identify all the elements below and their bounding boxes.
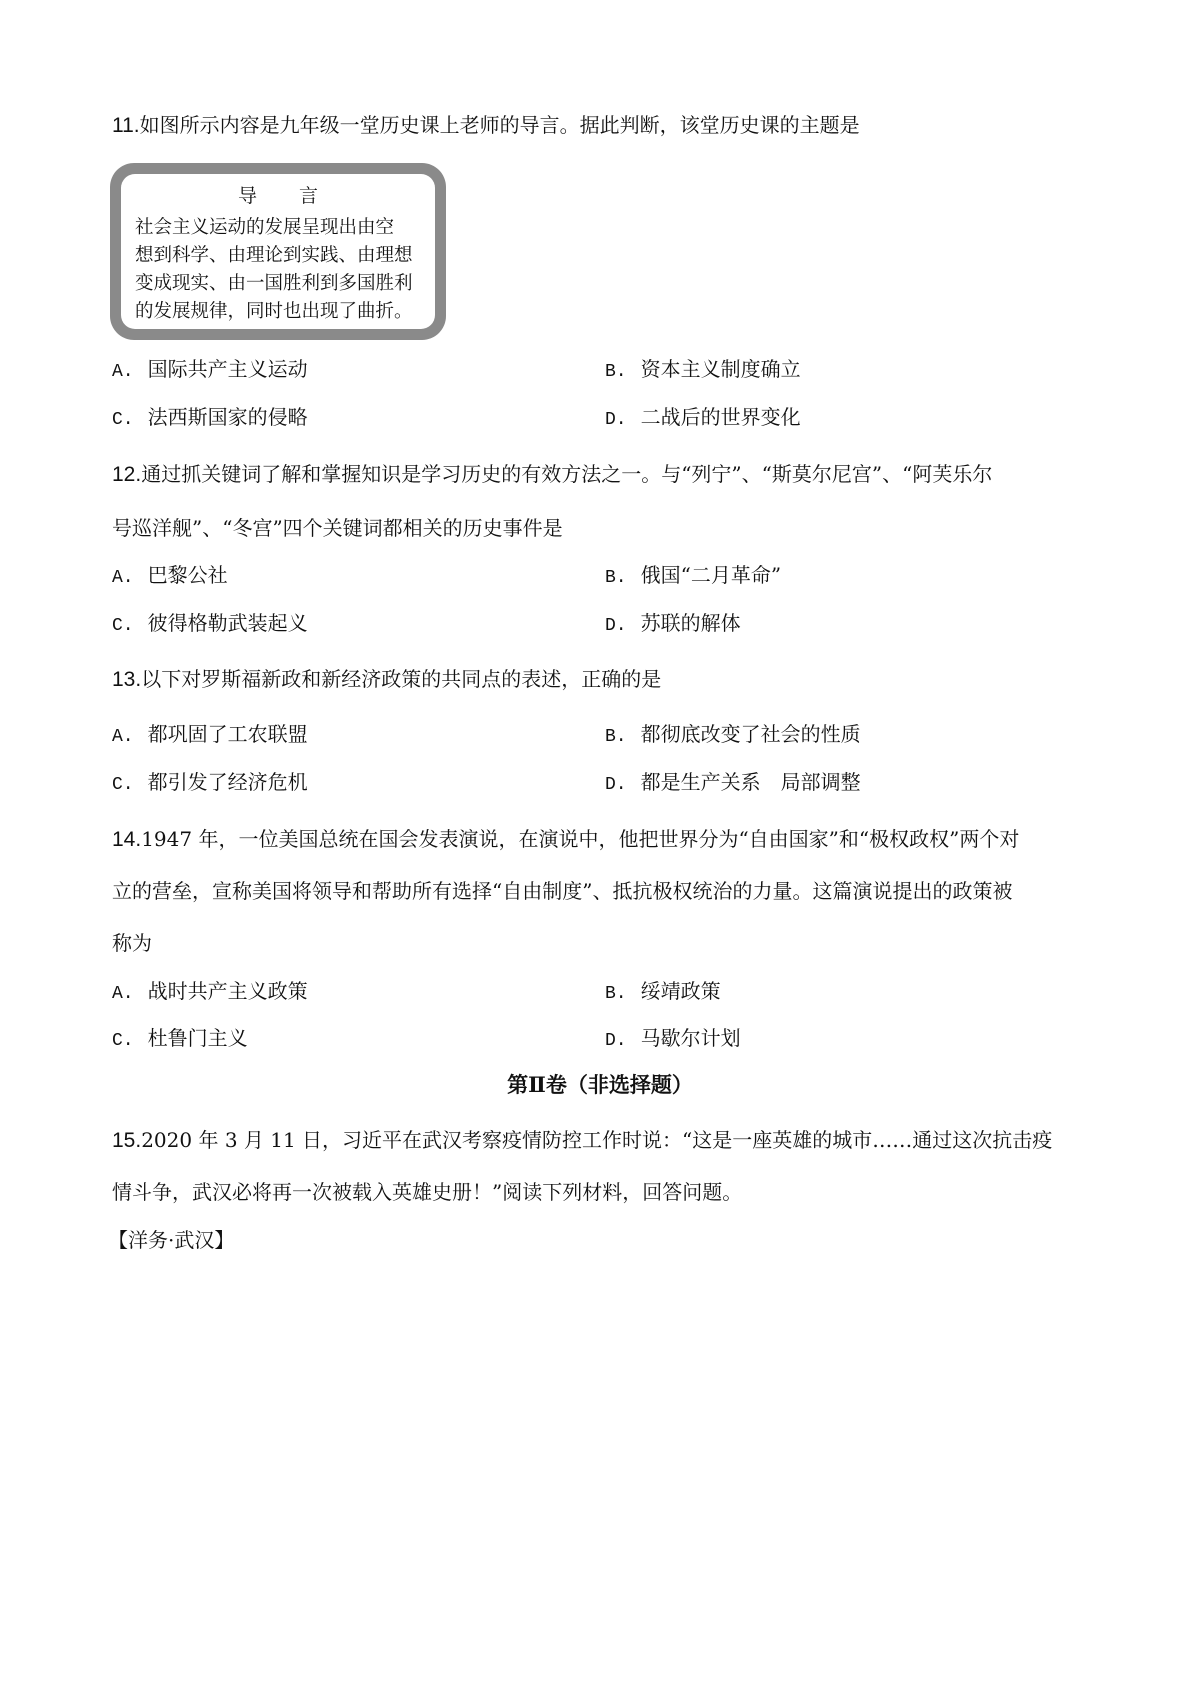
q14-option-d[interactable] <box>605 1024 741 1055</box>
q15-stem-line2: 情斗争，武汉必将再一次被载入英雄史册！”阅读下列材料，回答问题。 <box>112 1180 743 1204</box>
option-letter: D. <box>605 410 627 430</box>
option-letter: D. <box>605 616 627 636</box>
option-letter: A. <box>112 984 134 1004</box>
option-letter: C. <box>112 1031 134 1051</box>
intro-line: 变成现实、由一国胜利到多国胜利 <box>135 273 413 294</box>
q11-option-a[interactable] <box>112 355 308 386</box>
q12-option-c[interactable] <box>112 609 308 640</box>
q12-stem-text-1: 通过抓关键词了解和掌握知识是学习历史的有效方法之一。与“列宁”、“斯莫尔尼宫”、“阿芙乐尔 <box>141 462 993 486</box>
q14-option-b[interactable] <box>605 977 721 1008</box>
q14-option-c[interactable] <box>112 1024 248 1055</box>
option-letter: C. <box>112 775 134 795</box>
q14-stem-line2: 立的营垒，宣称美国将领导和帮助所有选择“自由制度”、抵抗极权统治的力量。这篇演说提出的政策被 <box>112 879 1013 903</box>
q13-option-c[interactable] <box>112 768 308 799</box>
intro-figure-inner <box>121 174 435 329</box>
q14-stem-line1 <box>112 825 1019 854</box>
q12-stem-line2: 号巡洋舰”、“冬宫”四个关键词都相关的历史事件是 <box>112 516 563 540</box>
option-text: 杜鲁门主义 <box>147 1026 248 1050</box>
q15-stem-line1 <box>112 1126 1052 1155</box>
q13-option-b[interactable] <box>605 720 861 751</box>
option-letter: A. <box>112 568 134 588</box>
option-text: 二战后的世界变化 <box>640 405 801 429</box>
q11-option-d[interactable] <box>605 403 801 434</box>
q12-option-d[interactable] <box>605 609 741 640</box>
section-2-title: 第Ⅱ卷（非选择题） <box>507 1072 693 1097</box>
option-text: 俄国“二月革命” <box>640 563 782 587</box>
option-text: 巴黎公社 <box>147 563 228 587</box>
q11-option-b[interactable] <box>605 355 801 386</box>
q12-option-a[interactable] <box>112 561 228 592</box>
option-text: 苏联的解体 <box>640 611 741 635</box>
option-letter: B. <box>605 568 627 588</box>
q11-stem <box>112 111 860 140</box>
option-letter: A. <box>112 727 134 747</box>
option-letter: A. <box>112 362 134 382</box>
option-text: 战时共产主义政策 <box>147 979 308 1003</box>
q13-stem-text: 以下对罗斯福新政和新经济政策的共同点的表述，正确的是 <box>141 667 662 691</box>
option-letter: C. <box>112 616 134 636</box>
option-text: 都是生产关系 局部调整 <box>640 770 861 794</box>
q11-stem-text: 如图所示内容是九年级一堂历史课上老师的导言。据此判断，该堂历史课的主题是 <box>139 113 860 137</box>
q11-number: 11. <box>112 114 140 137</box>
intro-line: 的发展规律，同时也出现了曲折。 <box>135 301 413 322</box>
option-text: 都引发了经济危机 <box>147 770 308 794</box>
intro-figure-title: 导 言 <box>237 185 337 207</box>
q13-stem <box>112 665 661 694</box>
q11-option-c[interactable] <box>112 403 308 434</box>
option-text: 都巩固了工农联盟 <box>147 722 308 746</box>
intro-line: 想到科学、由理论到实践、由理想 <box>135 245 413 266</box>
q15-number: 15. <box>112 1129 142 1152</box>
option-text: 国际共产主义运动 <box>147 357 308 381</box>
option-letter: C. <box>112 410 134 430</box>
option-letter: B. <box>605 362 627 382</box>
option-text: 资本主义制度确立 <box>640 357 801 381</box>
intro-figure <box>110 163 446 340</box>
q12-number: 12. <box>112 463 142 486</box>
option-text: 彼得格勒武装起义 <box>147 611 308 635</box>
q13-option-d[interactable] <box>605 768 861 799</box>
q14-number: 14. <box>112 828 142 851</box>
q12-stem-line1 <box>112 460 992 489</box>
option-text: 马歇尔计划 <box>640 1026 741 1050</box>
q13-option-a[interactable] <box>112 720 308 751</box>
option-letter: D. <box>605 775 627 795</box>
q13-number: 13. <box>112 668 142 691</box>
option-letter: B. <box>605 727 627 747</box>
option-text: 法西斯国家的侵略 <box>147 405 308 429</box>
q14-stem-text-1: 1947 年，一位美国总统在国会发表演说，在演说中，他把世界分为“自由国家”和“极权政权”两个对 <box>141 827 1020 851</box>
q14-stem-line3: 称为 <box>112 931 152 955</box>
option-text: 都彻底改变了社会的性质 <box>640 722 861 746</box>
option-text: 绥靖政策 <box>640 979 721 1003</box>
q15-subheading: 【洋务·武汉】 <box>108 1228 235 1252</box>
option-letter: B. <box>605 984 627 1004</box>
q15-stem-text-1: 2020 年 3 月 11 日，习近平在武汉考察疫情防控工作时说：“这是一座英雄的城市……通过这次抗击疫 <box>141 1128 1053 1152</box>
intro-figure-body <box>133 214 425 326</box>
option-letter: D. <box>605 1031 627 1051</box>
q14-option-a[interactable] <box>112 977 308 1008</box>
intro-line: 社会主义运动的发展呈现出由空 <box>135 217 395 238</box>
q12-option-b[interactable] <box>605 561 781 592</box>
